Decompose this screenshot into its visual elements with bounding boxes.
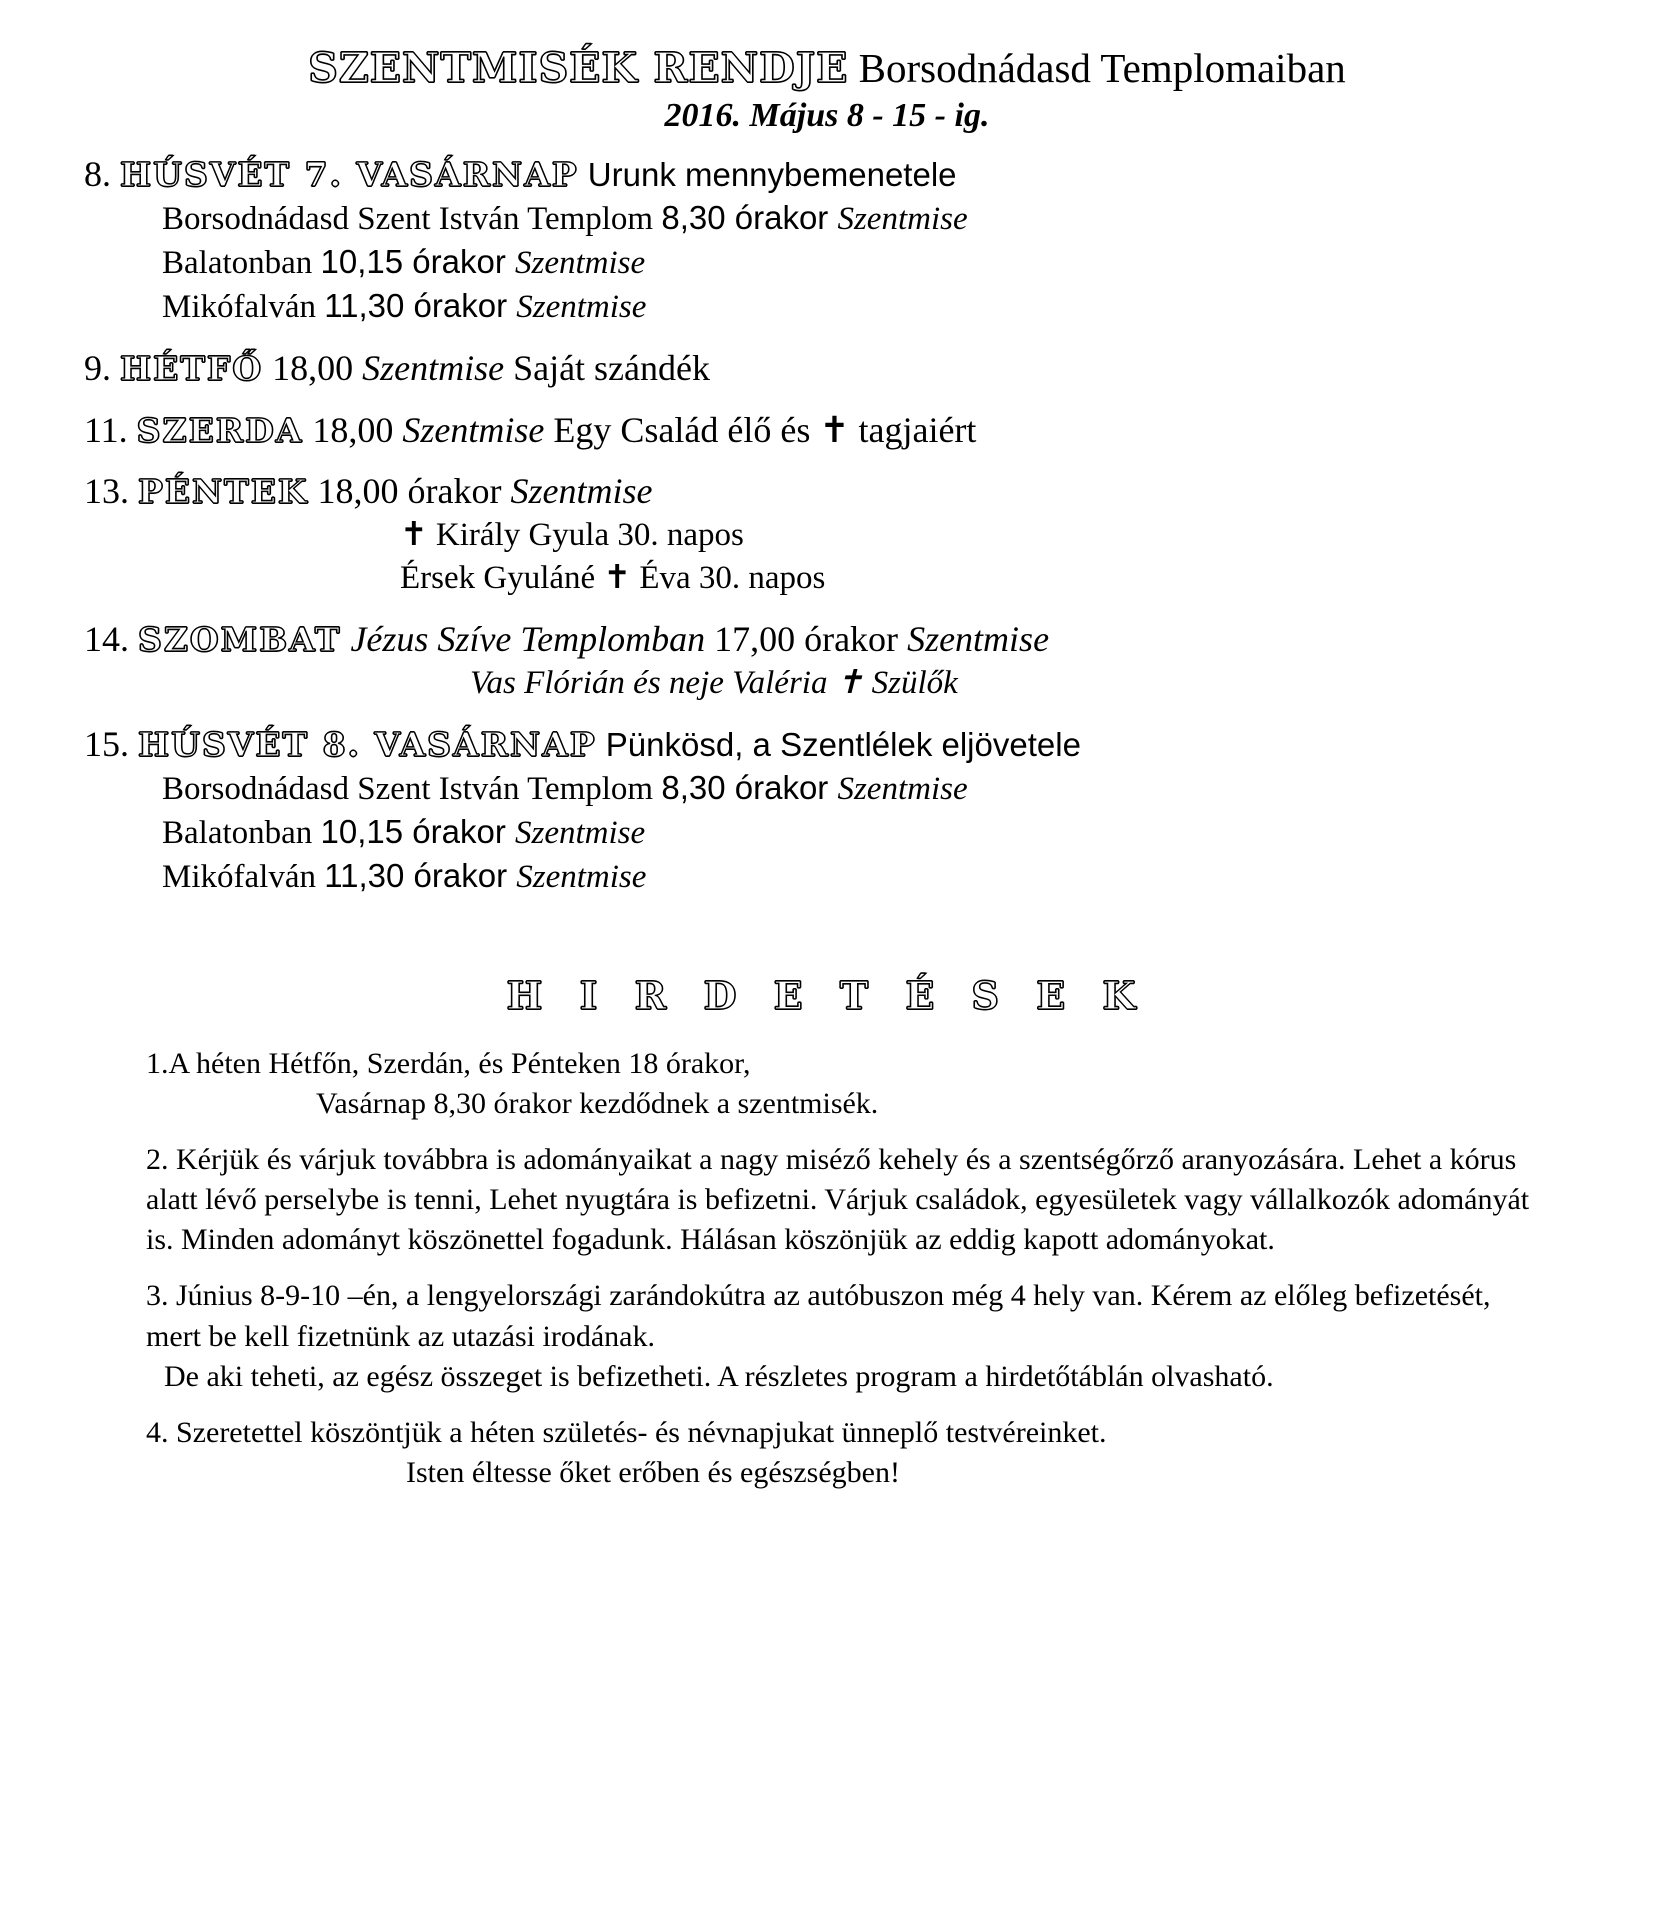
announcement-text: 2. Kérjük és várjuk továbbra is adományaikat a nagy miséző kehely és a szentségőrző aranyozására. Lehet a kórus alatt lévő perselybe is tenni, Lehet nyugtára is befizetni. Várjuk családok, egyesületek vagy vállalkozók adományát is. Minden adományt köszönettel fogadunk. Hálásan köszönjük az eddig kapott adományokat. [146, 1142, 1530, 1257]
schedule-day-number: 11. [84, 409, 137, 450]
schedule-text: 17,00 órakor [714, 619, 908, 660]
schedule-day-name: HÚSVÉT 8. VASÁRNAP [138, 724, 597, 764]
mass-label: Szentmise [516, 288, 647, 325]
announcement-text: 3. Június 8-9-10 –én, a lengyelországi zarándokútra az autóbuszon még 4 hely van. Kérem az előleg befizetését, mert be kell fizetnünk az utazási irodának. [146, 1279, 1491, 1353]
schedule-line [70, 285, 1584, 329]
schedule-day-number: 8. [84, 154, 120, 195]
schedule-line [70, 197, 1584, 241]
schedule-day-heading [70, 409, 1584, 453]
schedule-text: ✝ Király Gyula 30. napos [400, 517, 744, 554]
schedule-line [70, 241, 1584, 285]
schedule-day-name: HÚSVÉT 7. VASÁRNAP [120, 155, 579, 195]
schedule-day-heading [70, 347, 1584, 391]
schedule-text: Borsodnádasd Szent István Templom [162, 770, 662, 807]
schedule-day-block [70, 723, 1584, 899]
schedule-line [70, 557, 1584, 600]
mass-label: Jézus Szíve Templomban [341, 619, 715, 660]
schedule-day-block [70, 409, 1584, 453]
schedule-list [70, 153, 1584, 898]
schedule-text: Mikófalván [162, 288, 325, 325]
schedule-day-description: Urunk mennybemenetele [578, 156, 957, 194]
mass-label: Szentmise [362, 347, 514, 388]
page-subtitle: 2016. Május 8 - 15 - ig. [664, 97, 990, 135]
schedule-text: Borsodnádasd Szent István Templom [162, 201, 662, 237]
schedule-text: 18,00 [263, 347, 363, 388]
schedule-line [70, 514, 1584, 557]
page-title-caps: SZENTMISÉK RENDJE [308, 44, 849, 92]
mass-label: Szentmise [515, 244, 646, 281]
announcement-subtext: Vasárnap 8,30 órakor kezdődnek a szentmisék. [316, 1086, 879, 1120]
mass-label: Szentmise [515, 814, 646, 851]
schedule-day-number: 14. [84, 619, 138, 660]
announcement-item [70, 1044, 1584, 1124]
schedule-text: Balatonban [162, 244, 321, 281]
announcement-subtext: De aki teheti, az egész összeget is befizetheti. A részletes program a hirdetőtáblán olvasható. [164, 1359, 1274, 1393]
schedule-text: 18,00 [303, 409, 403, 450]
mass-label: Vas Flórián és neje Valéria ✝ Szülők [470, 665, 958, 702]
schedule-day-name: PÉNTEK [138, 472, 309, 512]
mass-time: 11,30 órakor [324, 856, 517, 894]
schedule-day-description: Pünkösd, a Szentlélek eljövetele [596, 725, 1081, 763]
schedule-line [70, 767, 1584, 811]
mass-time: 10,15 órakor [320, 242, 516, 280]
schedule-day-block [70, 347, 1584, 391]
page-title [70, 46, 1584, 91]
announcement-subtext: Isten éltesse őket erőben és egészségben! [406, 1456, 900, 1490]
mass-label: Szentmise [907, 619, 1050, 660]
schedule-line [70, 855, 1584, 899]
announcements-heading: H I R D E T É S E K [506, 972, 1148, 1018]
schedule-day-number: 9. [84, 347, 120, 388]
mass-time: 11,30 órakor [324, 286, 517, 324]
schedule-text: Mikófalván [162, 858, 325, 895]
schedule-day-block [70, 153, 1584, 329]
schedule-line [70, 662, 1584, 705]
schedule-text: Érsek Gyuláné ✝ Éva 30. napos [400, 560, 826, 597]
announcement-text: 1.A héten Hétfőn, Szerdán, és Pénteken 18 órakor, [146, 1046, 751, 1080]
schedule-day-block [70, 618, 1584, 705]
schedule-day-name: SZOMBAT [138, 620, 342, 660]
mass-label: Szentmise [837, 201, 968, 237]
schedule-day-heading [70, 153, 1584, 197]
schedule-day-heading [70, 618, 1584, 662]
schedule-text: 18,00 órakor [308, 471, 511, 512]
announcement-item [70, 1276, 1584, 1397]
schedule-day-name: SZERDA [136, 410, 304, 450]
mass-label: Szentmise [837, 770, 968, 807]
schedule-day-number: 13. [84, 471, 138, 512]
schedule-day-block [70, 470, 1584, 600]
mass-time: 8,30 órakor [661, 199, 838, 236]
schedule-text: Saját szándék [513, 347, 710, 388]
schedule-day-heading [70, 723, 1584, 767]
schedule-line [70, 811, 1584, 855]
mass-label: Szentmise [402, 409, 554, 450]
announcement-text: 4. Szeretettel köszöntjük a héten születés- és névnapjukat ünneplő testvéreinket. [146, 1416, 1107, 1450]
mass-time: 8,30 órakor [661, 768, 838, 806]
schedule-day-heading [70, 470, 1584, 514]
schedule-text: Balatonban [162, 814, 321, 851]
announcement-item [70, 1140, 1584, 1261]
mass-time: 10,15 órakor [320, 812, 516, 850]
mass-label: Szentmise [510, 471, 653, 512]
announcements-list [70, 1044, 1584, 1494]
page-title-rest: Borsodnádasd Templomaiban [848, 45, 1346, 91]
schedule-text: Egy Család élő és ✝ tagjaiért [553, 409, 977, 450]
schedule-day-number: 15. [84, 723, 138, 764]
schedule-day-name: HÉTFŐ [120, 348, 264, 388]
mass-label: Szentmise [516, 858, 647, 895]
announcement-item [70, 1413, 1584, 1493]
